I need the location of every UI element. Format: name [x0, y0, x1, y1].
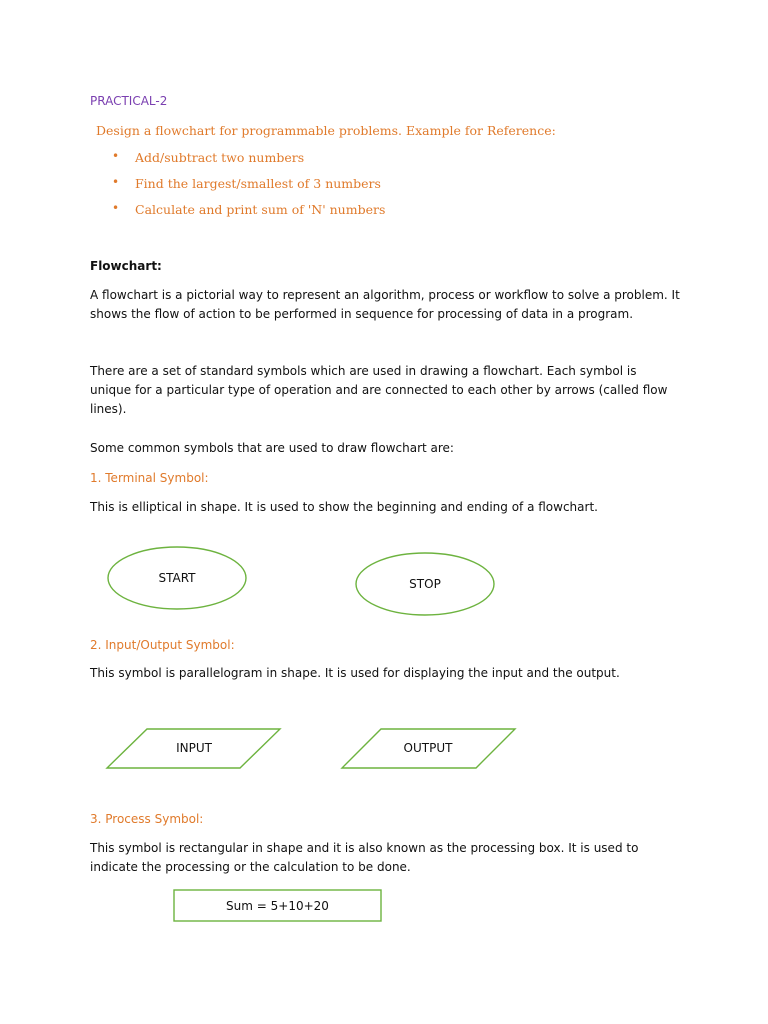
- io-heading: 2. Input/Output Symbol:: [90, 638, 235, 652]
- io-description: This symbol is parallelogram in shape. It is used for displaying the input and the output.: [90, 666, 620, 680]
- process-box-label: Sum = 5+10+20: [226, 899, 329, 913]
- process-description: This symbol is rectangular in shape and it is also known as the processing box. It is used to indicate the processing or the calculation to be done.: [90, 841, 639, 874]
- symbols-paragraph: There are a set of standard symbols which are used in drawing a flowchart. Each symbol is unique for a particular type of operation and are connected to each other by arrows (called flow lines).: [90, 364, 668, 416]
- definition-paragraph: A flowchart is a pictorial way to represent an algorithm, process or workflow to solve a problem. It shows the flow of action to be performed in sequence for processing of data in a program.: [90, 288, 680, 321]
- terminal-description: This is elliptical in shape. It is used to show the beginning and ending of a flowchart.: [90, 500, 598, 514]
- bullet-icon: •: [112, 201, 120, 215]
- process-heading: 3. Process Symbol:: [90, 812, 204, 826]
- common-symbols-text: Some common symbols that are used to draw flowchart are:: [90, 441, 454, 455]
- bullet-icon: •: [112, 149, 120, 163]
- start-label: START: [158, 571, 196, 585]
- bullet-icon: •: [112, 175, 120, 189]
- terminal-heading: 1. Terminal Symbol:: [90, 471, 209, 485]
- page-title: PRACTICAL-2: [90, 94, 168, 108]
- input-label: INPUT: [176, 741, 212, 755]
- flowchart-heading: Flowchart:: [90, 259, 162, 273]
- stop-label: STOP: [409, 577, 441, 591]
- output-label: OUTPUT: [403, 741, 453, 755]
- list-item-text: Find the largest/smallest of 3 numbers: [135, 176, 381, 191]
- intro-text: Design a flowchart for programmable problems. Example for Reference:: [96, 123, 556, 138]
- list-item-text: Calculate and print sum of 'N' numbers: [135, 202, 386, 217]
- list-item-text: Add/subtract two numbers: [135, 150, 305, 165]
